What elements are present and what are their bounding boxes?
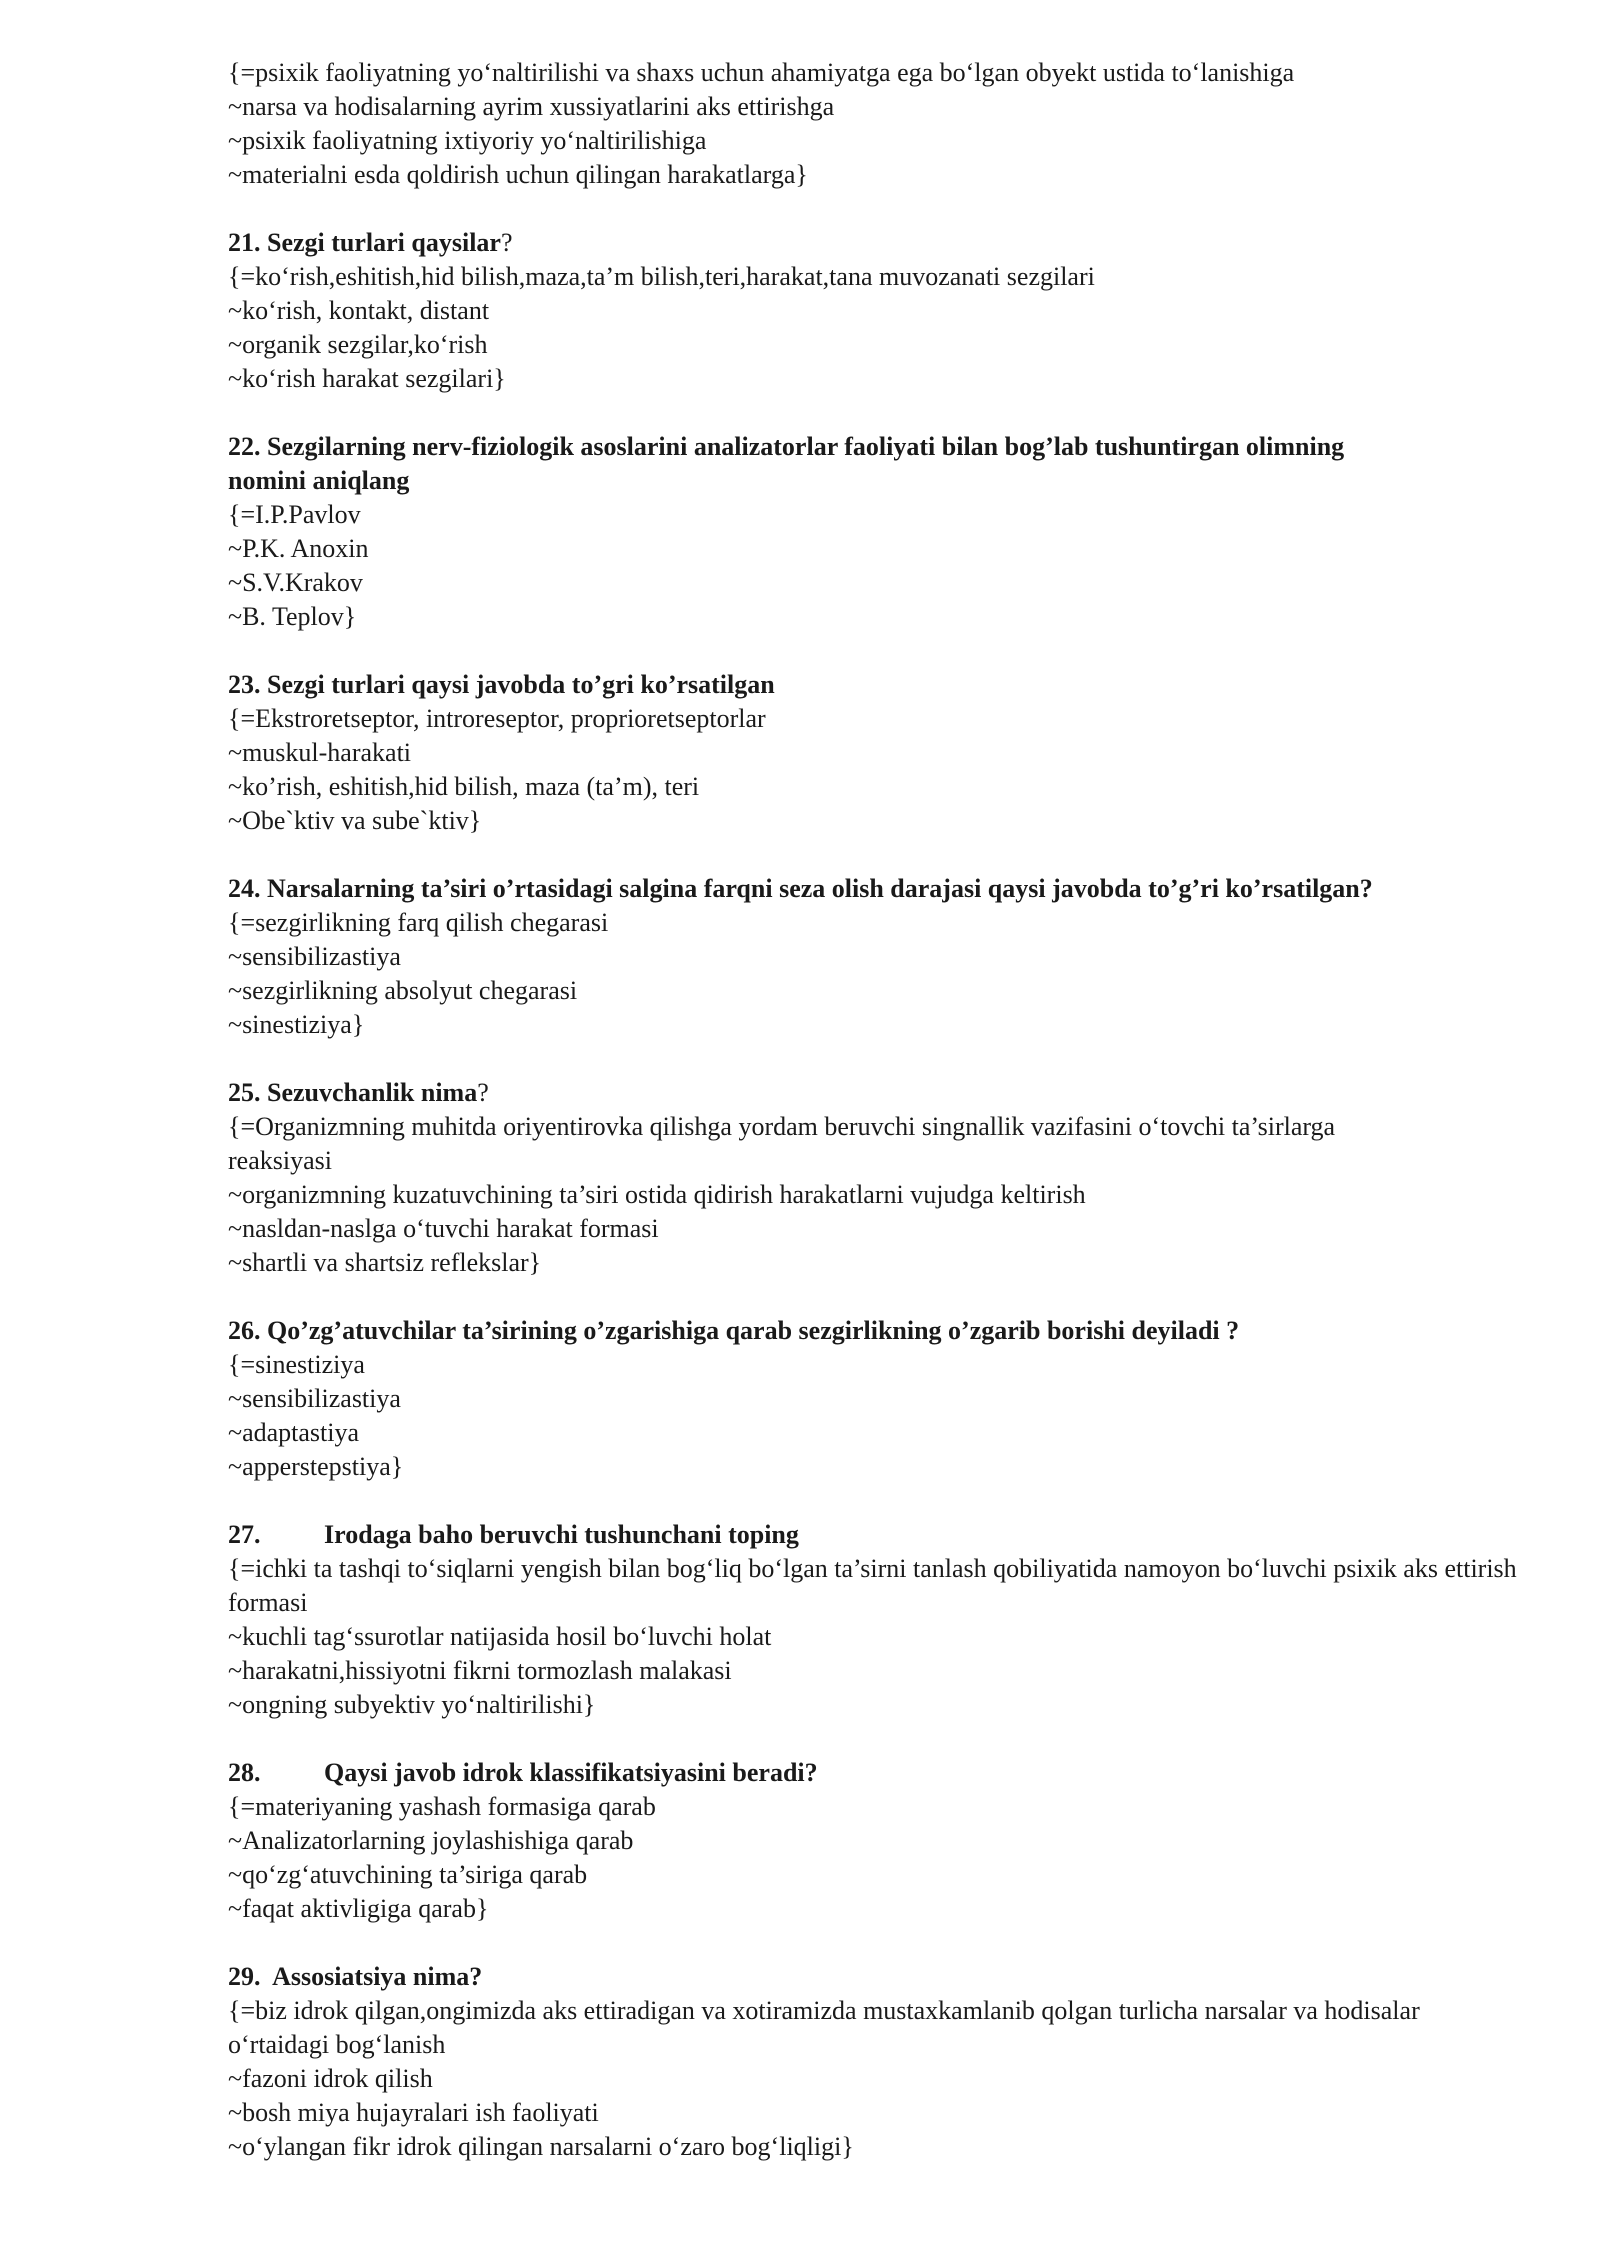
question-number: 22. bbox=[228, 432, 261, 461]
answer-option: ~Analizatorlarning joylashishiga qarab bbox=[228, 1826, 634, 1855]
spacer bbox=[228, 634, 1528, 668]
question-title bbox=[228, 430, 1408, 498]
answer-option: ~materialni esda qoldirish uchun qilingan harakatlarga} bbox=[228, 160, 808, 189]
answer-correct: {=I.P.Pavlov bbox=[228, 500, 361, 529]
answer-correct: {=psixik faoliyatning yo‘naltirilishi va shaxs uchun ahamiyatga ega bo‘lgan obyekt ustida to‘lanishiga bbox=[228, 58, 1295, 87]
answer-correct: {=ichki ta tashqi to‘siqlarni yengish bilan bog‘liq bo‘lgan ta’sirni tanlash qobiliyatida namoyon bo‘luvchi psixik aks ettirish formasi bbox=[228, 1554, 1517, 1617]
question-text: Qo’zg’atuvchilar ta’sirining o’zgarishiga qarab sezgirlikning o’zgarib borishi deyiladi ? bbox=[267, 1316, 1240, 1345]
answer-option: ~adaptastiya bbox=[228, 1418, 360, 1447]
answer-option: ~bosh miya hujayralari ish faoliyati bbox=[228, 2098, 599, 2127]
answer-option: ~ko’rish, eshitish,hid bilish, maza (ta’m), teri bbox=[228, 772, 700, 801]
question-text: Sezgi turlari qaysilar bbox=[267, 228, 501, 257]
question-title bbox=[228, 1314, 1528, 1348]
question-suffix: ? bbox=[500, 228, 513, 257]
intro-answer-block bbox=[228, 56, 1528, 192]
question-title bbox=[228, 1076, 1528, 1110]
question-29 bbox=[228, 1960, 1528, 2164]
spacer bbox=[228, 1484, 1528, 1518]
question-title bbox=[228, 226, 1528, 260]
question-27 bbox=[228, 1518, 1528, 1722]
answer-option: ~shartli va shartsiz reflekslar} bbox=[228, 1248, 542, 1277]
answer-option: ~muskul-harakati bbox=[228, 738, 412, 767]
question-number: 28. bbox=[228, 1758, 261, 1787]
question-23 bbox=[228, 668, 1528, 838]
answer-option: ~ongning subyektiv yo‘naltirilishi} bbox=[228, 1690, 596, 1719]
answer-option: ~narsa va hodisalarning ayrim xussiyatlarini aks ettirishga bbox=[228, 92, 835, 121]
question-25 bbox=[228, 1076, 1528, 1280]
question-text: Sezgi turlari qaysi javobda to’gri ko’rsatilgan bbox=[267, 670, 775, 699]
answer-option: ~faqat aktivligiga qarab} bbox=[228, 1894, 489, 1923]
answer-option: ~psixik faoliyatning ixtiyoriy yo‘naltirilishiga bbox=[228, 126, 707, 155]
spacer bbox=[228, 838, 1528, 872]
question-suffix: ? bbox=[477, 1078, 489, 1107]
question-number: 26. bbox=[228, 1316, 261, 1345]
answer-correct: {=ko‘rish,eshitish,hid bilish,maza,ta’m bilish,teri,harakat,tana muvozanati sezgilari bbox=[228, 262, 1095, 291]
answer-option: ~sensibilizastiya bbox=[228, 942, 401, 971]
answer-correct: {=sinestiziya bbox=[228, 1350, 365, 1379]
question-number: 24. bbox=[228, 874, 261, 903]
question-title bbox=[228, 668, 1528, 702]
question-number: 21. bbox=[228, 228, 261, 257]
answer-option: ~kuchli tag‘ssurotlar natijasida hosil bo‘luvchi holat bbox=[228, 1622, 772, 1651]
answer-correct: {=materiyaning yashash formasiga qarab bbox=[228, 1792, 656, 1821]
question-text: Qaysi javob idrok klassifikatsiyasini beradi? bbox=[324, 1758, 818, 1787]
question-21 bbox=[228, 226, 1528, 396]
question-28 bbox=[228, 1756, 1528, 1926]
question-text: Sezuvchanlik nima bbox=[267, 1078, 478, 1107]
document-page bbox=[228, 56, 1528, 2164]
question-24 bbox=[228, 872, 1528, 1042]
answer-option: ~nasldan-naslga o‘tuvchi harakat formasi bbox=[228, 1214, 659, 1243]
answer-option: ~B. Teplov} bbox=[228, 602, 357, 631]
answer-correct: {=Ekstroretseptor, introreseptor, proprioretseptorlar bbox=[228, 704, 766, 733]
answer-option: ~sezgirlikning absolyut chegarasi bbox=[228, 976, 578, 1005]
spacer bbox=[228, 396, 1528, 430]
spacer bbox=[228, 192, 1528, 226]
answer-correct: {=Organizmning muhitda oriyentirovka qilishga yordam beruvchi singnallik vazifasini o‘tovchi ta’sirlarga reaksiyasi bbox=[228, 1112, 1336, 1175]
question-number: 29. bbox=[228, 1962, 261, 1991]
answer-option: ~fazoni idrok qilish bbox=[228, 2064, 433, 2093]
question-text: Sezgilarning nerv-fiziologik asoslarini analizatorlar faoliyati bilan bog’lab tushuntirgan olimning nomini aniqlang bbox=[228, 432, 1345, 495]
answer-correct: {=sezgirlikning farq qilish chegarasi bbox=[228, 908, 609, 937]
question-title bbox=[228, 1756, 1528, 1790]
answer-option: ~harakatni,hissiyotni fikrni tormozlash malakasi bbox=[228, 1656, 732, 1685]
answer-option: ~ko‘rish harakat sezgilari} bbox=[228, 364, 506, 393]
answer-option: ~o‘ylangan fikr idrok qilingan narsalarni o‘zaro bog‘liqligi} bbox=[228, 2132, 854, 2161]
answer-option: ~sinestiziya} bbox=[228, 1010, 365, 1039]
spacer bbox=[228, 1926, 1528, 1960]
answer-option: ~qo‘zg‘atuvchining ta’siriga qarab bbox=[228, 1860, 588, 1889]
answer-option: ~organik sezgilar,ko‘rish bbox=[228, 330, 488, 359]
question-text: Narsalarning ta’siri o’rtasidagi salgina farqni seza olish darajasi qaysi javobda to’g’ri ko’rsatilgan? bbox=[267, 874, 1373, 903]
question-text: Irodaga baho beruvchi tushunchani toping bbox=[324, 1520, 799, 1549]
answer-option: ~P.K. Anoxin bbox=[228, 534, 369, 563]
question-22 bbox=[228, 430, 1528, 634]
question-number: 25. bbox=[228, 1078, 261, 1107]
answer-option: ~S.V.Krakov bbox=[228, 568, 363, 597]
question-title bbox=[228, 1518, 1528, 1552]
spacer bbox=[228, 1280, 1528, 1314]
answer-option: ~apperstepstiya} bbox=[228, 1452, 404, 1481]
question-number: 27. bbox=[228, 1520, 261, 1549]
answer-option: ~sensibilizastiya bbox=[228, 1384, 401, 1413]
question-number: 23. bbox=[228, 670, 261, 699]
question-26 bbox=[228, 1314, 1528, 1484]
question-title bbox=[228, 1960, 1528, 1994]
answer-correct: {=biz idrok qilgan,ongimizda aks ettiradigan va xotiramizda mustaxkamlanib qolgan turlicha narsalar va hodisalar o‘rtaidagi bog‘lanish bbox=[228, 1996, 1420, 2059]
question-text: Assosiatsiya nima? bbox=[260, 1962, 483, 1991]
spacer bbox=[228, 1042, 1528, 1076]
answer-option: ~organizmning kuzatuvchining ta’siri ostida qidirish harakatlarni vujudga keltirish bbox=[228, 1180, 1086, 1209]
answer-option: ~Obe`ktiv va sube`ktiv} bbox=[228, 806, 482, 835]
question-title bbox=[228, 872, 1378, 906]
spacer bbox=[228, 1722, 1528, 1756]
answer-option: ~ko‘rish, kontakt, distant bbox=[228, 296, 490, 325]
